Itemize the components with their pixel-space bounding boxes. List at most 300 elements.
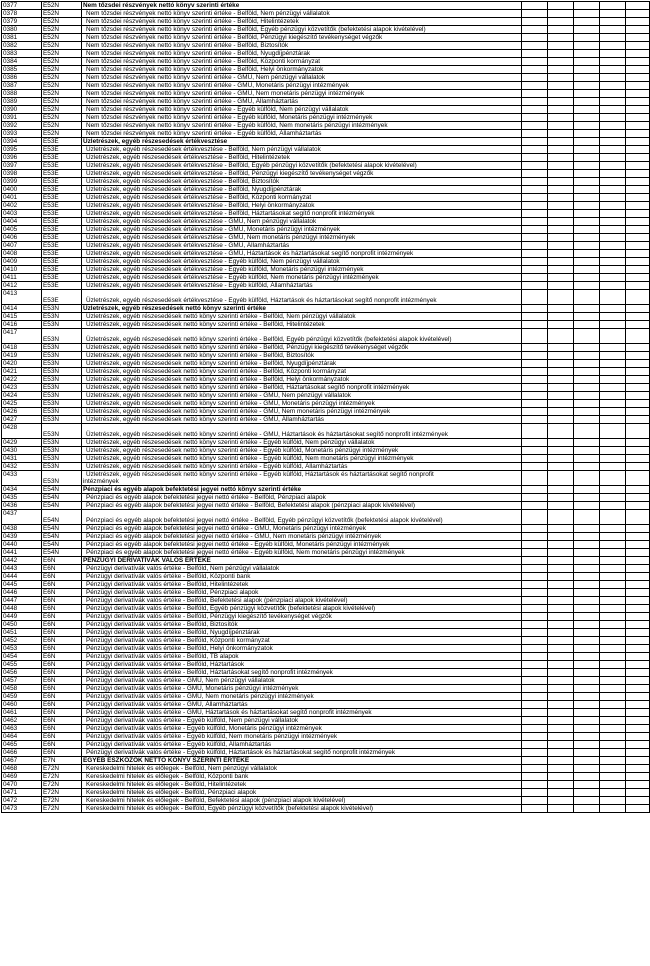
row-description: Üzletrészek, egyéb részesedések értékvesztése - GMU, Nem pénzügyi vállalatok [82, 218, 522, 226]
row-type: E53E [42, 178, 82, 186]
table-row [2, 218, 650, 226]
row-type: E53E [42, 186, 82, 194]
row-type: E53N [42, 400, 82, 408]
row-description: Üzletrészek, egyéb részesedések nettó könyv szerinti értéke - Belföld, Központi kormányzat [82, 368, 522, 376]
value-cell [626, 637, 650, 645]
value-cell [548, 74, 574, 82]
row-type: E6N [42, 685, 82, 693]
value-cell [626, 202, 650, 210]
value-cell [548, 114, 574, 122]
value-cell [626, 352, 650, 360]
value-cell [522, 74, 548, 82]
value-cell [600, 661, 626, 669]
value-cell [626, 400, 650, 408]
value-cell [522, 170, 548, 178]
value-cell [522, 250, 548, 258]
table-row [2, 549, 650, 557]
value-cell [548, 805, 574, 813]
value-cell [522, 693, 548, 701]
row-type: E6N [42, 653, 82, 661]
value-cell [626, 424, 650, 439]
row-code: 0380 [2, 26, 42, 34]
row-type: E6N [42, 661, 82, 669]
row-description: Pénzügyi derivatívák valós értéke - GMU, Államháztartás [82, 701, 522, 709]
value-cell [600, 525, 626, 533]
row-code: 0458 [2, 685, 42, 693]
value-cell [574, 360, 600, 368]
value-cell [548, 154, 574, 162]
row-description: Nem tőzsdei részvények nettó könyv szerinti értéke - Egyéb külföld, Nem pénzügyi vállalatok [82, 106, 522, 114]
table-row [2, 154, 650, 162]
row-description: Üzletrészek, egyéb részesedések nettó könyv szerinti értéke - Belföld, Háztartásokat segítő nonprofit intézmények [82, 384, 522, 392]
value-cell [600, 685, 626, 693]
row-code: 0472 [2, 797, 42, 805]
row-code: 0436 [2, 502, 42, 510]
row-type: E6N [42, 725, 82, 733]
value-cell [626, 162, 650, 170]
value-cell [626, 130, 650, 138]
value-cell [548, 789, 574, 797]
value-cell [548, 797, 574, 805]
value-cell [600, 669, 626, 677]
value-cell [548, 106, 574, 114]
table-row [2, 565, 650, 573]
row-type: E6N [42, 589, 82, 597]
value-cell [574, 581, 600, 589]
row-code: 0395 [2, 146, 42, 154]
value-cell [626, 258, 650, 266]
value-cell [522, 138, 548, 146]
row-type: E6N [42, 669, 82, 677]
value-cell [600, 122, 626, 130]
value-cell [522, 463, 548, 471]
value-cell [548, 533, 574, 541]
value-cell [600, 733, 626, 741]
value-cell [600, 408, 626, 416]
table-row [2, 384, 650, 392]
table-row [2, 605, 650, 613]
value-cell [600, 376, 626, 384]
value-cell [574, 305, 600, 313]
value-cell [522, 416, 548, 424]
value-cell [522, 368, 548, 376]
row-code: 0416 [2, 321, 42, 329]
value-cell [574, 368, 600, 376]
value-cell [600, 400, 626, 408]
value-cell [626, 757, 650, 765]
value-cell [600, 82, 626, 90]
value-cell [574, 282, 600, 290]
value-cell [600, 106, 626, 114]
value-cell [548, 18, 574, 26]
table-row [2, 597, 650, 605]
value-cell [600, 502, 626, 510]
row-code: 0454 [2, 653, 42, 661]
value-cell [626, 2, 650, 10]
value-cell [574, 773, 600, 781]
row-code: 0411 [2, 274, 42, 282]
value-cell [600, 605, 626, 613]
value-cell [574, 525, 600, 533]
row-type: E7N [42, 757, 82, 765]
value-cell [626, 573, 650, 581]
value-cell [522, 202, 548, 210]
table-row [2, 773, 650, 781]
value-cell [522, 266, 548, 274]
value-cell [548, 376, 574, 384]
value-cell [522, 621, 548, 629]
row-type: E53E [42, 250, 82, 258]
row-code: 0389 [2, 98, 42, 106]
table-row [2, 250, 650, 258]
row-code: 0453 [2, 645, 42, 653]
value-cell [600, 701, 626, 709]
value-cell [626, 677, 650, 685]
value-cell [626, 226, 650, 234]
value-cell [626, 709, 650, 717]
row-description: Üzletrészek, egyéb részesedések értékvesztése - Belföld, Nem pénzügyi vállalatok [82, 146, 522, 154]
value-cell [574, 661, 600, 669]
row-type: E53N [42, 384, 82, 392]
value-cell [600, 693, 626, 701]
value-cell [522, 122, 548, 130]
row-description: Üzletrészek, egyéb részesedések értékvesztése - Belföld, Háztartásokat segítő nonprofit intézmények [82, 210, 522, 218]
row-code: 0452 [2, 637, 42, 645]
value-cell [574, 741, 600, 749]
value-cell [626, 74, 650, 82]
table-row [2, 709, 650, 717]
value-cell [548, 258, 574, 266]
row-code: 0397 [2, 162, 42, 170]
row-type: E53N [42, 360, 82, 368]
row-type: E54N [42, 525, 82, 533]
value-cell [522, 669, 548, 677]
value-cell [574, 42, 600, 50]
value-cell [548, 42, 574, 50]
value-cell [600, 98, 626, 106]
value-cell [626, 408, 650, 416]
value-cell [522, 258, 548, 266]
row-description: Nem tőzsdei részvények nettó könyv szerinti értéke - Belföld, Egyéb pénzügyi közvetítők (befektetési alapok kivételével) [82, 26, 522, 34]
value-cell [548, 502, 574, 510]
value-cell [600, 765, 626, 773]
row-code: 0407 [2, 242, 42, 250]
row-code: 0473 [2, 805, 42, 813]
section-header-row [2, 557, 650, 565]
row-code: 0421 [2, 368, 42, 376]
value-cell [548, 765, 574, 773]
value-cell [522, 629, 548, 637]
value-cell [626, 581, 650, 589]
row-code: 0420 [2, 360, 42, 368]
value-cell [626, 510, 650, 525]
value-cell [626, 194, 650, 202]
value-cell [626, 486, 650, 494]
row-code: 0445 [2, 581, 42, 589]
value-cell [600, 549, 626, 557]
value-cell [548, 661, 574, 669]
value-cell [548, 613, 574, 621]
table-body [2, 2, 650, 813]
row-type: E6N [42, 557, 82, 565]
value-cell [600, 26, 626, 34]
row-type: E52N [42, 82, 82, 90]
row-type: E53E [42, 218, 82, 226]
value-cell [574, 510, 600, 525]
table-row [2, 677, 650, 685]
value-cell [548, 130, 574, 138]
value-cell [548, 392, 574, 400]
row-description: Pénzügyi derivatívák valós értéke - Belföld, Helyi önkormányzatok [82, 645, 522, 653]
row-code: 0402 [2, 202, 42, 210]
row-code: 0451 [2, 629, 42, 637]
value-cell [522, 290, 548, 305]
value-cell [548, 416, 574, 424]
row-description: Üzletrészek, egyéb részesedések nettó könyv szerinti értéke - GMU, Államháztartás [82, 416, 522, 424]
value-cell [574, 170, 600, 178]
row-code: 0441 [2, 549, 42, 557]
value-cell [626, 114, 650, 122]
value-cell [626, 329, 650, 344]
value-cell [626, 178, 650, 186]
value-cell [548, 597, 574, 605]
value-cell [626, 557, 650, 565]
value-cell [548, 494, 574, 502]
table-row [2, 329, 650, 344]
value-cell [626, 565, 650, 573]
value-cell [574, 549, 600, 557]
row-description: Üzletrészek, egyéb részesedések nettó könyv szerinti értéke - Belföld, Biztosítók [82, 352, 522, 360]
row-code: 0388 [2, 90, 42, 98]
value-cell [626, 234, 650, 242]
row-description: Nem tőzsdei részvények nettó könyv szerinti értéke - GMU, Államháztartás [82, 98, 522, 106]
row-type: E6N [42, 741, 82, 749]
row-type: E53E [42, 266, 82, 274]
value-cell [522, 502, 548, 510]
row-code: 0462 [2, 717, 42, 725]
value-cell [600, 360, 626, 368]
row-type: E52N [42, 90, 82, 98]
value-cell [522, 154, 548, 162]
table-row [2, 502, 650, 510]
value-cell [574, 313, 600, 321]
row-description: Üzletrészek, egyéb részesedések értékvesztése - Belföld, Egyéb pénzügyi közvetítők (befektetési alapok kivételével) [82, 162, 522, 170]
row-code: 0443 [2, 565, 42, 573]
value-cell [574, 565, 600, 573]
value-cell [600, 781, 626, 789]
row-description: Üzletrészek, egyéb részesedések értékvesztése - Belföld, Pénzügyi kiegészítő tevékenységet végzők [82, 170, 522, 178]
value-cell [548, 581, 574, 589]
row-code: 0399 [2, 178, 42, 186]
value-cell [548, 178, 574, 186]
row-type: E54N [42, 502, 82, 510]
value-cell [600, 709, 626, 717]
row-description: Üzletrészek, egyéb részesedések nettó könyv szerinti értéke - Belföld, Nem pénzügyi vállalatok [82, 313, 522, 321]
table-row [2, 202, 650, 210]
value-cell [574, 789, 600, 797]
row-type: E54N [42, 549, 82, 557]
value-cell [626, 274, 650, 282]
value-cell [600, 178, 626, 186]
row-code: 0418 [2, 344, 42, 352]
row-description: Üzletrészek, egyéb részesedések értékvesztése - Belföld, Központi kormányzat [82, 194, 522, 202]
row-description: Pénzügyi derivatívák valós értéke - GMU, Nem monetáris pénzügyi intézmények [82, 693, 522, 701]
value-cell [522, 717, 548, 725]
row-description: Pénzügyi derivatívák valós értéke - Belföld, Pénzügyi kiegészítő tevékenységet végzők [82, 613, 522, 621]
table-row [2, 194, 650, 202]
value-cell [522, 162, 548, 170]
value-cell [626, 685, 650, 693]
table-row [2, 234, 650, 242]
value-cell [548, 242, 574, 250]
value-cell [626, 725, 650, 733]
row-description: Pénzügyi derivatívák valós értéke - GMU, Nem pénzügyi vállalatok [82, 677, 522, 685]
row-type: E6N [42, 597, 82, 605]
value-cell [626, 741, 650, 749]
row-description: Pénzügyi derivatívák valós értéke - Belföld, Befektetési alapok (pénzpiaci alapok kivételével) [82, 597, 522, 605]
row-description: Pénzügyi derivatívák valós értéke - Belföld, Háztartások [82, 661, 522, 669]
value-cell [626, 218, 650, 226]
row-type: E53E [42, 194, 82, 202]
data-table [1, 1, 650, 813]
value-cell [600, 653, 626, 661]
value-cell [600, 749, 626, 757]
row-code: 0434 [2, 486, 42, 494]
value-cell [574, 82, 600, 90]
table-row [2, 797, 650, 805]
value-cell [600, 717, 626, 725]
value-cell [626, 502, 650, 510]
value-cell [600, 50, 626, 58]
value-cell [574, 98, 600, 106]
value-cell [522, 741, 548, 749]
value-cell [574, 130, 600, 138]
row-type: E53N [42, 471, 82, 486]
value-cell [626, 210, 650, 218]
table-row [2, 360, 650, 368]
table-row [2, 50, 650, 58]
value-cell [600, 305, 626, 313]
value-cell [548, 557, 574, 565]
table-row [2, 589, 650, 597]
value-cell [626, 661, 650, 669]
table-row [2, 130, 650, 138]
table-row [2, 74, 650, 82]
value-cell [548, 210, 574, 218]
value-cell [548, 455, 574, 463]
section-header-row [2, 757, 650, 765]
value-cell [626, 789, 650, 797]
value-cell [574, 344, 600, 352]
value-cell [626, 10, 650, 18]
row-code: 0384 [2, 58, 42, 66]
value-cell [600, 629, 626, 637]
row-type: E6N [42, 637, 82, 645]
value-cell [574, 194, 600, 202]
row-description: Pénzügyi derivatívák valós értéke - Belföld, TB alapok [82, 653, 522, 661]
value-cell [574, 218, 600, 226]
table-row [2, 573, 650, 581]
row-description: Nem tőzsdei részvények nettó könyv szerinti értéke - GMU, Nem pénzügyi vállalatok [82, 74, 522, 82]
row-code: 0413 [2, 290, 42, 305]
value-cell [600, 210, 626, 218]
row-description: Pénzügyi derivatívák valós értéke - Belföld, Pénzpiaci alapok [82, 589, 522, 597]
value-cell [600, 455, 626, 463]
value-cell [600, 597, 626, 605]
row-code: 0405 [2, 226, 42, 234]
row-code: 0406 [2, 234, 42, 242]
value-cell [574, 250, 600, 258]
row-type: E54N [42, 533, 82, 541]
table-row [2, 98, 650, 106]
value-cell [600, 510, 626, 525]
row-code: 0409 [2, 258, 42, 266]
table-row [2, 274, 650, 282]
value-cell [574, 439, 600, 447]
row-description: Pénzügyi derivatívák valós értéke - Belföld, Hitelintézetek [82, 581, 522, 589]
row-code: 0381 [2, 34, 42, 42]
table-row [2, 637, 650, 645]
value-cell [574, 242, 600, 250]
value-cell [548, 717, 574, 725]
value-cell [574, 455, 600, 463]
value-cell [626, 98, 650, 106]
row-description: Pénzügyi derivatívák valós értéke - Belföld, Háztartásokat segítő nonprofit intézmények [82, 669, 522, 677]
row-description: Nem tőzsdei részvények nettó könyv szerinti értéke - Egyéb külföld, Államháztartás [82, 130, 522, 138]
row-description: Pénzügyi derivatívák valós értéke - Belföld, Központi kormányzat [82, 637, 522, 645]
value-cell [574, 258, 600, 266]
value-cell [600, 589, 626, 597]
value-cell [548, 313, 574, 321]
value-cell [522, 581, 548, 589]
row-description: Pénzpiaci és egyéb alapok befektetési jegyei nettó értéke - GMU, Nem monetáris pénzügyi intézmények [82, 533, 522, 541]
value-cell [522, 613, 548, 621]
value-cell [522, 773, 548, 781]
value-cell [626, 50, 650, 58]
row-description: Üzletrészek, egyéb részesedések értékvesztése - GMU, Nem monetáris pénzügyi intézmények [82, 234, 522, 242]
value-cell [548, 709, 574, 717]
value-cell [600, 250, 626, 258]
value-cell [600, 416, 626, 424]
value-cell [600, 18, 626, 26]
table-row [2, 226, 650, 234]
value-cell [626, 471, 650, 486]
table-row [2, 463, 650, 471]
value-cell [574, 669, 600, 677]
row-type: E52N [42, 114, 82, 122]
table-row [2, 629, 650, 637]
value-cell [600, 637, 626, 645]
value-cell [600, 146, 626, 154]
value-cell [574, 26, 600, 34]
value-cell [600, 773, 626, 781]
value-cell [626, 106, 650, 114]
row-type: E6N [42, 621, 82, 629]
row-type: E53E [42, 138, 82, 146]
value-cell [522, 701, 548, 709]
value-cell [522, 2, 548, 10]
value-cell [548, 305, 574, 313]
table-row [2, 749, 650, 757]
row-type: E53N [42, 392, 82, 400]
value-cell [574, 329, 600, 344]
value-cell [626, 749, 650, 757]
row-code: 0385 [2, 66, 42, 74]
value-cell [626, 122, 650, 130]
table-row [2, 533, 650, 541]
row-type: E53E [42, 274, 82, 282]
row-description: Pénzügyi derivatívák valós értéke - Egyéb külföld, Monetáris pénzügyi intézmények [82, 725, 522, 733]
